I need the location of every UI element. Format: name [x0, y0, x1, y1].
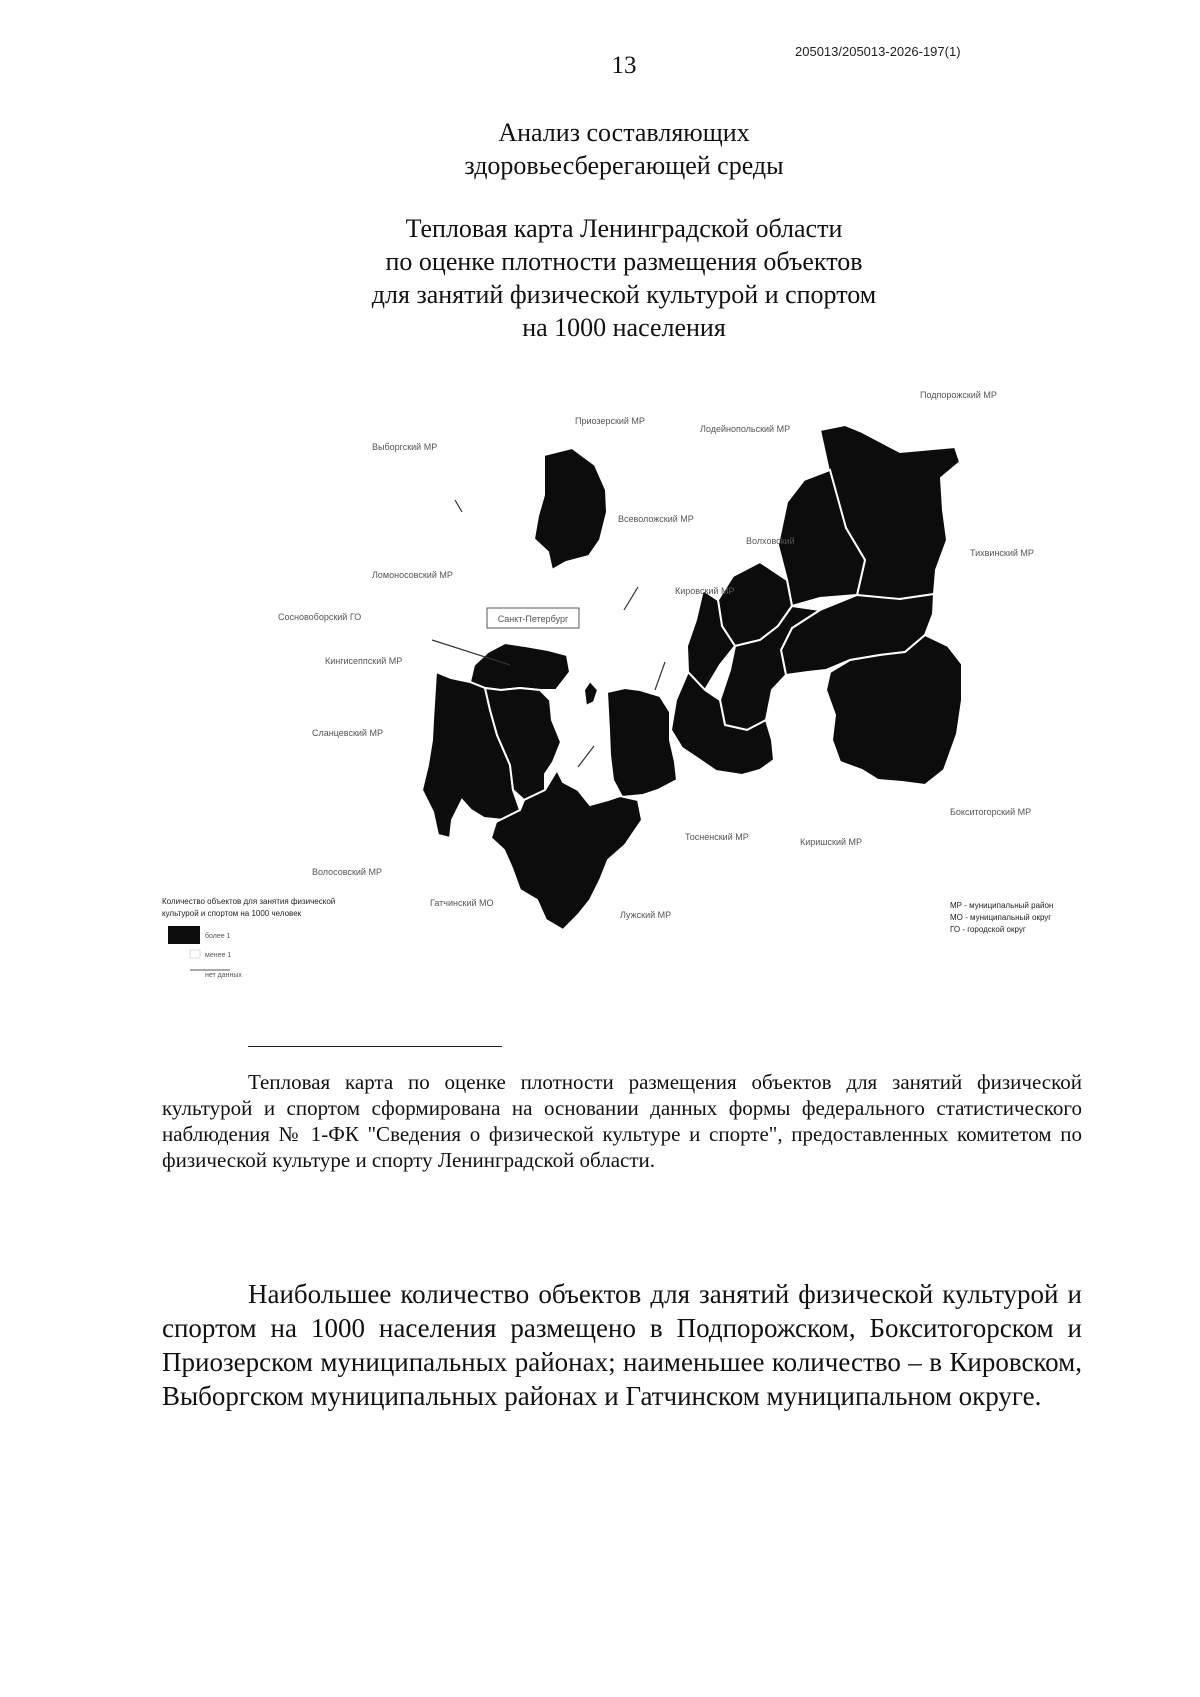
label-priozersk: Приозерский МР	[575, 416, 645, 426]
label-lomonosov: Ломоносовский МР	[372, 570, 453, 580]
label-kirishi: Киришский МР	[800, 837, 863, 847]
abbr-mr: МР - муниципальный район	[950, 901, 1054, 910]
section-title-line-1: Анализ составляющих	[498, 118, 750, 147]
label-lodeynoye: Лодейнопольский МР	[700, 424, 791, 434]
legend-item-low: менее 1	[205, 952, 232, 959]
document-id: 205013/205013-2026-197(1)	[795, 44, 961, 59]
region-lomonosov	[584, 681, 598, 706]
map-legend	[162, 897, 335, 979]
label-kirovsk: Кировский МР	[675, 586, 735, 596]
label-sosnovy-bor: Сосновоборский ГО	[278, 612, 362, 622]
map-title-line-4: на 1000 населения	[522, 313, 726, 342]
label-podporozhye: Подпорожский МР	[920, 390, 997, 400]
legend-item-high: более 1	[205, 933, 231, 940]
spb-label-box	[487, 608, 579, 628]
map-regions	[422, 425, 962, 930]
label-luga: Лужский МР	[620, 910, 672, 920]
label-spb: Санкт-Петербург	[497, 614, 569, 624]
heat-map-svg	[150, 380, 1110, 990]
label-volkhov: Волховский	[746, 536, 795, 546]
legend-item-nodata: нет данных	[205, 972, 242, 979]
label-volosovo: Волосовский МР	[312, 867, 382, 877]
legend-title-line-1: Количество объектов для занятия физической	[162, 897, 336, 906]
abbr-go: ГО - городской округ	[950, 925, 1026, 934]
label-tosno: Тосненский МР	[685, 832, 749, 842]
legend-title-line-2: культурой и спортом на 1000 человек	[162, 909, 302, 918]
label-tikhvin: Тихвинский МР	[970, 548, 1034, 558]
label-boksitogorsk: Бокситогорский МР	[950, 807, 1032, 817]
region-luga	[607, 688, 677, 797]
label-kingisepp: Кингисеппский МР	[325, 656, 403, 666]
region-priozersk	[534, 448, 607, 570]
map-title-line-1: Тепловая карта Ленинградской области	[405, 214, 843, 243]
footnote-paragraph	[162, 1069, 1082, 1173]
page-number: 13	[611, 52, 637, 79]
map-title-line-3: для занятий физической культурой и спортом	[371, 280, 877, 309]
label-gatchina: Гатчинский МО	[430, 898, 494, 908]
map-title-line-2: по оценке плотности размещения объектов	[385, 247, 863, 276]
label-vsevolozhsk: Всеволожский МР	[618, 514, 694, 524]
label-vyborg: Выборгский МР	[372, 442, 438, 452]
label-slantsy: Сланцевский МР	[312, 728, 383, 738]
heat-map	[150, 380, 1110, 990]
footnote-text: Тепловая карта по оценке плотности размещения объектов для занятий физической культурой и спортом сформирована на основании данных формы федерального статистического наблюдения № 1-ФК "Сведения о физической культуре и спорте", предоставленных комитетом по физической культуре и спорту Ленинградской области.	[162, 1070, 1082, 1172]
conclusion-paragraph	[162, 1277, 1082, 1413]
map-abbreviations	[950, 901, 1053, 934]
legend-swatch-low	[190, 950, 200, 958]
abbr-mo: МО - муниципальный округ	[950, 913, 1052, 922]
legend-swatch-high	[168, 926, 200, 944]
conclusion-text: Наибольшее количество объектов для занятий физической культурой и спортом на 1000 населения размещено в Подпорожском, Бокситогорском и Приозерском муниципальных районах; наименьшее количество – в Кировском, Выборгском муниципальных районах и Гатчинском муниципальном округе.	[162, 1279, 1082, 1411]
section-title-line-2: здоровьесберегающей среды	[464, 151, 784, 180]
region-kingisepp	[470, 643, 570, 690]
footnote-separator	[248, 1046, 502, 1047]
